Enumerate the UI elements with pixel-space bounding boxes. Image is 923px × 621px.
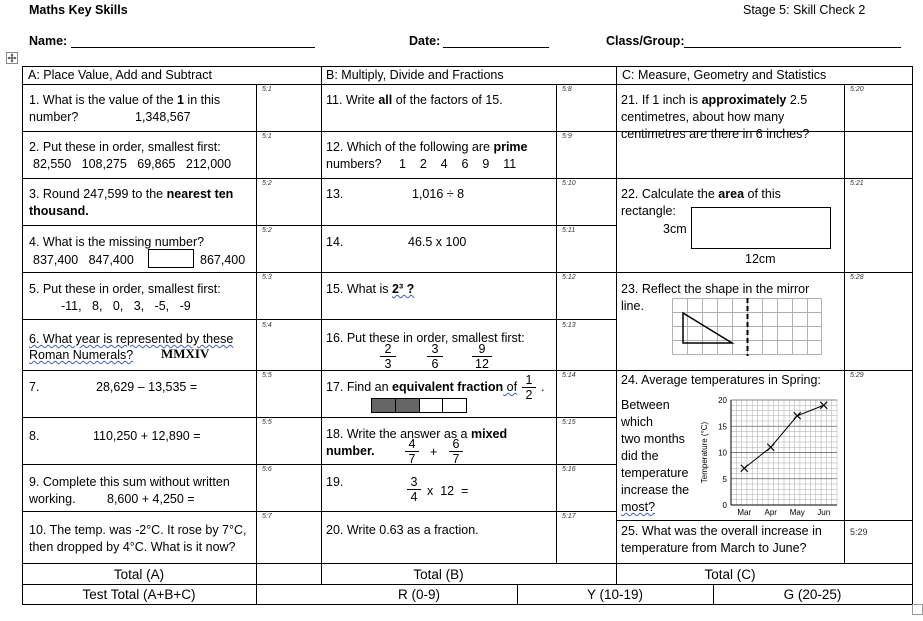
q3-text-line2: thousand. bbox=[29, 204, 89, 218]
q9-text-line2: working. bbox=[29, 492, 76, 506]
q12-numbers: 1 2 4 6 9 11 bbox=[399, 157, 517, 171]
q4-missing-number-box[interactable] bbox=[148, 249, 194, 268]
date-label: Date: bbox=[409, 34, 441, 48]
q4-text: 4. What is the missing number? bbox=[29, 235, 205, 249]
q10-text-line2: then dropped by 4°C. What is it now? bbox=[29, 540, 236, 554]
q1-text-line2: number? bbox=[29, 110, 79, 124]
q13-label: 13. bbox=[326, 187, 344, 201]
skill-code-q7: 5:5 bbox=[262, 372, 272, 379]
q3-text: 3. Round 247,599 to the nearest ten bbox=[29, 187, 234, 201]
q16-fraction-2: $\frac{3}{6}$ bbox=[427, 342, 443, 371]
q24-text-line8: most? bbox=[621, 500, 656, 514]
fraction-bar-segment-shaded bbox=[396, 399, 420, 412]
triangle-shape bbox=[683, 313, 732, 343]
skill-code-q23: 5:28 bbox=[850, 274, 864, 281]
q20-text: 20. Write 0.63 as a fraction. bbox=[326, 523, 479, 537]
q15-text: 15. What is 2³ ? bbox=[326, 282, 415, 296]
date-line[interactable] bbox=[443, 47, 549, 48]
q17-dot: . bbox=[541, 380, 545, 394]
skill-code-q5: 5:3 bbox=[262, 274, 272, 281]
q22-text-line2: rectangle: bbox=[621, 204, 676, 218]
q8-label: 8. bbox=[29, 429, 40, 443]
q6-roman-numerals: MMXIV bbox=[161, 346, 210, 361]
y-tick-label: 15 bbox=[718, 422, 727, 432]
worksheet-title: Maths Key Skills bbox=[29, 3, 128, 17]
q21-text: 21. If 1 inch is approximately 2.5 bbox=[621, 93, 808, 107]
q23-reflection-grid bbox=[672, 298, 822, 361]
q24-text: 24. Average temperatures in Spring: bbox=[621, 373, 821, 387]
q21-text-line3: centimetres are there in 6 inches? bbox=[621, 127, 810, 141]
q5-numbers: -11, 8, 0, 3, -5, -9 bbox=[61, 299, 191, 313]
table-move-handle[interactable] bbox=[6, 51, 18, 63]
q24-text-line7: increase the bbox=[621, 483, 690, 497]
skill-code-q2: 5:1 bbox=[262, 133, 272, 140]
y-tick-label: 0 bbox=[722, 501, 727, 510]
q16-fraction-3: $\frac{9}{12}$ bbox=[472, 342, 492, 371]
q25-text-line2: temperature from March to June? bbox=[621, 541, 807, 555]
column-b-header: B: Multiply, Divide and Fractions bbox=[326, 68, 504, 82]
column-a-header: A: Place Value, Add and Subtract bbox=[28, 68, 212, 82]
q17-fraction-bar bbox=[371, 398, 467, 413]
skill-code-q12: 5:9 bbox=[562, 133, 572, 140]
skill-code-q8: 5:5 bbox=[262, 419, 272, 426]
class-group-label: Class/Group: bbox=[606, 34, 685, 48]
skill-code-q13: 5:10 bbox=[562, 180, 576, 187]
reflection-grid-svg bbox=[672, 298, 822, 356]
q22-text: 22. Calculate the area of this bbox=[621, 187, 781, 201]
q6-text: 6. What year is represented by these bbox=[29, 332, 234, 346]
skill-code-q1: 5:1 bbox=[262, 86, 272, 93]
q17-fraction: $\frac{1}{2}$ bbox=[522, 373, 536, 402]
skill-code-q9: 5:6 bbox=[262, 466, 272, 473]
fraction-bar-segment-shaded bbox=[372, 399, 396, 412]
skill-code-q14: 5:11 bbox=[562, 227, 576, 234]
skill-code-q3: 5:2 bbox=[262, 180, 272, 187]
y-axis-label: Temperature (°C) bbox=[700, 421, 709, 484]
table-resize-handle[interactable] bbox=[912, 604, 923, 615]
q4-sequence-end: 867,400 bbox=[200, 253, 246, 267]
q16-fraction-1: $\frac{2}{3}$ bbox=[380, 342, 396, 371]
q14-multiplication: 46.5 x 100 bbox=[408, 235, 467, 249]
total-b-label: Total (B) bbox=[413, 567, 464, 582]
skill-code-q11: 5:8 bbox=[562, 86, 572, 93]
q9-text: 9. Complete this sum without written bbox=[29, 475, 230, 489]
q8-sum: 110,250 + 12,890 = bbox=[93, 429, 201, 443]
q19-multiplication: x 12 = bbox=[427, 484, 469, 498]
q24-text-line4: two months bbox=[621, 432, 685, 446]
name-line[interactable] bbox=[71, 47, 315, 48]
q12-text-line2: numbers? bbox=[326, 157, 382, 171]
skill-code-q6: 5:4 bbox=[262, 322, 272, 329]
stage-label: Stage 5: Skill Check 2 bbox=[743, 3, 866, 17]
q22-height-label: 3cm bbox=[663, 222, 687, 236]
skill-code-q18: 5:15 bbox=[562, 419, 576, 426]
q24-text-line6: temperature bbox=[621, 466, 689, 480]
skill-code-q4: 5:2 bbox=[262, 227, 272, 234]
q5-text: 5. Put these in order, smallest first: bbox=[29, 282, 221, 296]
test-total-label: Test Total (A+B+C) bbox=[82, 587, 196, 602]
skill-code-q15: 5:12 bbox=[562, 274, 576, 281]
q9-sum: 8,600 + 4,250 = bbox=[107, 492, 195, 506]
temperature-chart bbox=[695, 388, 845, 523]
q17-text: 17. Find an equivalent fraction of bbox=[326, 380, 518, 394]
q18-text: 18. Write the answer as a mixed bbox=[326, 427, 508, 441]
q19-fraction: $\frac{3}{4}$ bbox=[407, 475, 421, 504]
q1-number: 1,348,567 bbox=[135, 110, 191, 124]
q2-numbers: 82,550 108,275 69,865 212,000 bbox=[33, 157, 232, 171]
x-tick-label: Apr bbox=[764, 508, 777, 517]
q25-text: 25. What was the overall increase in bbox=[621, 524, 822, 538]
skill-code-q17: 5:14 bbox=[562, 372, 576, 379]
y-tick-label: 10 bbox=[718, 448, 727, 458]
y-tick-label: 20 bbox=[718, 396, 727, 405]
q11-text: 11. Write all of the factors of 15. bbox=[326, 93, 503, 107]
q13-division: 1,016 ÷ 8 bbox=[412, 187, 465, 201]
x-tick-label: Jun bbox=[817, 508, 831, 517]
name-label: Name: bbox=[29, 34, 68, 48]
q14-label: 14. bbox=[326, 235, 344, 249]
q6-text-line2: Roman Numerals? bbox=[29, 348, 134, 362]
q22-rectangle bbox=[691, 207, 831, 249]
skill-code-q24: 5:29 bbox=[850, 372, 864, 379]
band-yellow-label: Y (10-19) bbox=[586, 587, 644, 602]
q10-text: 10. The temp. was -2°C. It rose by 7°C, bbox=[29, 523, 247, 537]
q19-label: 19. bbox=[326, 475, 344, 489]
skill-code-q16: 5:13 bbox=[562, 322, 576, 329]
q24-text-line3: which bbox=[621, 415, 653, 429]
q23-text: 23. Reflect the shape in the mirror bbox=[621, 282, 810, 296]
q21-text-line2: centimetres, about how many bbox=[621, 110, 785, 124]
band-red-label: R (0-9) bbox=[397, 587, 440, 602]
q16-text: 16. Put these in order, smallest first: bbox=[326, 331, 525, 345]
skill-code-q25: 5:29 bbox=[850, 527, 868, 537]
skill-code-q21: 5:20 bbox=[850, 86, 864, 93]
total-c-label: Total (C) bbox=[704, 567, 756, 582]
q2-text: 2. Put these in order, smallest first: bbox=[29, 140, 221, 154]
skill-code-q19: 5:16 bbox=[562, 466, 576, 473]
x-tick-label: May bbox=[789, 508, 805, 517]
band-green-label: G (20-25) bbox=[783, 587, 842, 602]
q12-text: 12. Which of the following are prime bbox=[326, 140, 528, 154]
skill-code-q22: 5:21 bbox=[850, 180, 864, 187]
q1-text: 1. What is the value of the 1 in this bbox=[29, 93, 221, 107]
y-tick-label: 5 bbox=[722, 474, 727, 484]
q24-text-line2: Between bbox=[621, 398, 670, 412]
q24-text-line5: did the bbox=[621, 449, 659, 463]
q18-fraction-2: $\frac{6}{7}$ bbox=[449, 437, 463, 466]
q4-sequence: 837,400 847,400 bbox=[33, 253, 134, 267]
temperature-chart-svg bbox=[695, 388, 845, 518]
x-tick-label: Mar bbox=[737, 508, 752, 517]
q18-text-line2: number. bbox=[326, 444, 375, 458]
q23-text-line2: line. bbox=[621, 299, 644, 313]
skill-code-q10: 5:7 bbox=[262, 513, 272, 520]
q18-plus: + bbox=[430, 445, 438, 459]
move-arrows-icon bbox=[6, 52, 18, 64]
q22-width-label: 12cm bbox=[745, 252, 776, 266]
column-c-header: C: Measure, Geometry and Statistics bbox=[622, 68, 827, 82]
q7-sum: 28,629 – 13,535 = bbox=[96, 380, 198, 394]
class-group-line[interactable] bbox=[684, 47, 901, 48]
fraction-bar-segment-empty bbox=[443, 399, 466, 412]
total-a-label: Total (A) bbox=[113, 567, 165, 582]
skill-code-q20: 5:17 bbox=[562, 513, 576, 520]
q7-label: 7. bbox=[29, 380, 40, 394]
fraction-bar-segment-empty bbox=[420, 399, 444, 412]
q18-fraction-1: $\frac{4}{7}$ bbox=[405, 437, 419, 466]
